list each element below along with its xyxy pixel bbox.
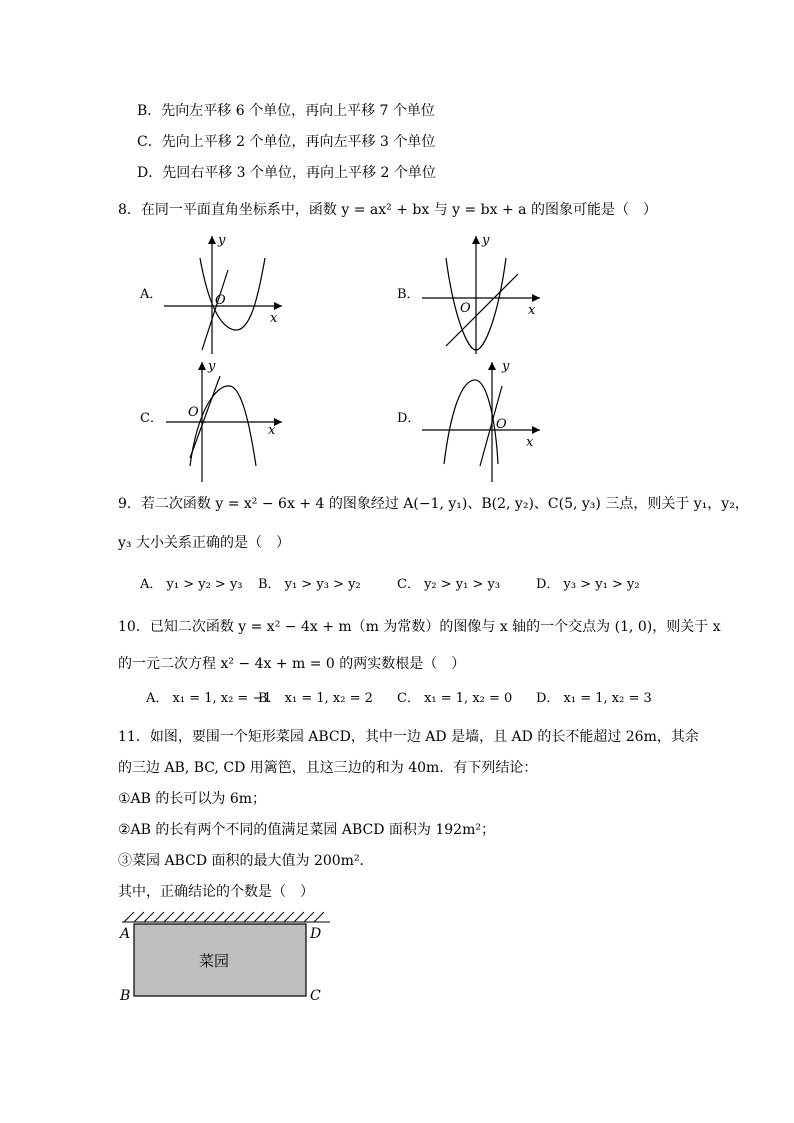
q11-conclusion-3: ③菜园 ABCD 面积的最大值为 200m²．	[118, 853, 374, 869]
q8-a-x-label: x	[270, 311, 278, 326]
q9-option-c: C． y₂ > y₁ > y₃	[397, 577, 501, 592]
q11-garden-label: 菜园	[198, 952, 230, 970]
q8-d-x-label: x	[526, 435, 534, 450]
q11-vertex-b: B	[120, 988, 131, 1004]
q11-conclusion-1: ①AB 的长可以为 6m；	[118, 791, 267, 807]
q11-vertex-a: A	[120, 926, 131, 942]
q11-stem-line1: 11．如图，要围一个矩形菜园 ABCD，其中一边 AD 是墙，且 AD 的长不能超过 26m，其余	[118, 729, 699, 745]
q11-question: 其中，正确结论的个数是（ ）	[118, 884, 314, 900]
q8-b-x-label: x	[528, 303, 536, 318]
q8-c-x-label: x	[268, 423, 276, 438]
q11-conclusion-2: ②AB 的长有两个不同的值满足菜园 ABCD 面积为 192m²；	[118, 822, 495, 838]
q8-stem: 8．在同一平面直角坐标系中，函数 y = ax² + bx 与 y = bx + a 的图象可能是（ ）	[118, 202, 657, 218]
q8-label-b: B．	[397, 287, 420, 302]
q9-stem-line2: y₃ 大小关系正确的是（ ）	[118, 535, 290, 551]
q10-option-b: B． x₁ = 1, x₂ = 2	[258, 691, 373, 706]
q11-vertex-d: D	[310, 926, 322, 942]
q8-a-origin: O	[215, 293, 226, 308]
q8-c-origin: O	[188, 405, 199, 420]
q10-stem-line2: 的一元二次方程 x² − 4x + m = 0 的两实数根是（ ）	[118, 656, 466, 672]
q8-graph-a	[160, 228, 290, 358]
q11-vertex-c: C	[310, 988, 321, 1004]
q8-label-d: D．	[397, 411, 421, 426]
q9-option-b: B． y₁ > y₃ > y₂	[258, 577, 361, 592]
q8-graph-b	[418, 228, 548, 358]
q8-b-origin: O	[460, 301, 471, 316]
q9-option-a: A． y₁ > y₂ > y₃	[140, 577, 243, 592]
q8-c-y-label: y	[208, 359, 216, 374]
q8-d-y-label: y	[502, 359, 510, 374]
q10-stem-line1: 10．已知二次函数 y = x² − 4x + m（m 为常数）的图像与 x 轴的一个交点为 (1, 0)，则关于 x	[118, 619, 721, 635]
q10-option-d: D． x₁ = 1, x₂ = 3	[536, 691, 652, 706]
q9-stem-line1: 9．若二次函数 y = x² − 6x + 4 的图象经过 A(−1, y₁)、B(2, y₂)、C(5, y₃) 三点，则关于 y₁，y₂，	[118, 496, 749, 512]
q8-d-origin: O	[496, 417, 507, 432]
q11-garden-figure	[116, 910, 336, 1010]
q7-option-c: C．先向上平移 2 个单位，再向左平移 3 个单位	[137, 134, 436, 150]
q8-label-c: C．	[140, 411, 163, 426]
q8-label-a: A．	[140, 287, 163, 302]
q8-graph-c	[160, 356, 290, 486]
q7-option-b: B．先向左平移 6 个单位，再向上平移 7 个单位	[137, 103, 435, 119]
q9-option-d: D． y₃ > y₁ > y₂	[536, 577, 640, 592]
q10-option-a: A． x₁ = 1, x₂ = −1	[146, 691, 272, 706]
q10-option-c: C． x₁ = 1, x₂ = 0	[397, 691, 513, 706]
q7-option-d: D．先回右平移 3 个单位，再向上平移 2 个单位	[137, 165, 436, 181]
q11-stem-line2: 的三边 AB, BC, CD 用篱笆，且这三边的和为 40m．有下列结论：	[118, 760, 538, 776]
q8-a-y-label: y	[218, 233, 226, 248]
q8-b-y-label: y	[482, 233, 490, 248]
q8-graph-d	[418, 356, 548, 486]
